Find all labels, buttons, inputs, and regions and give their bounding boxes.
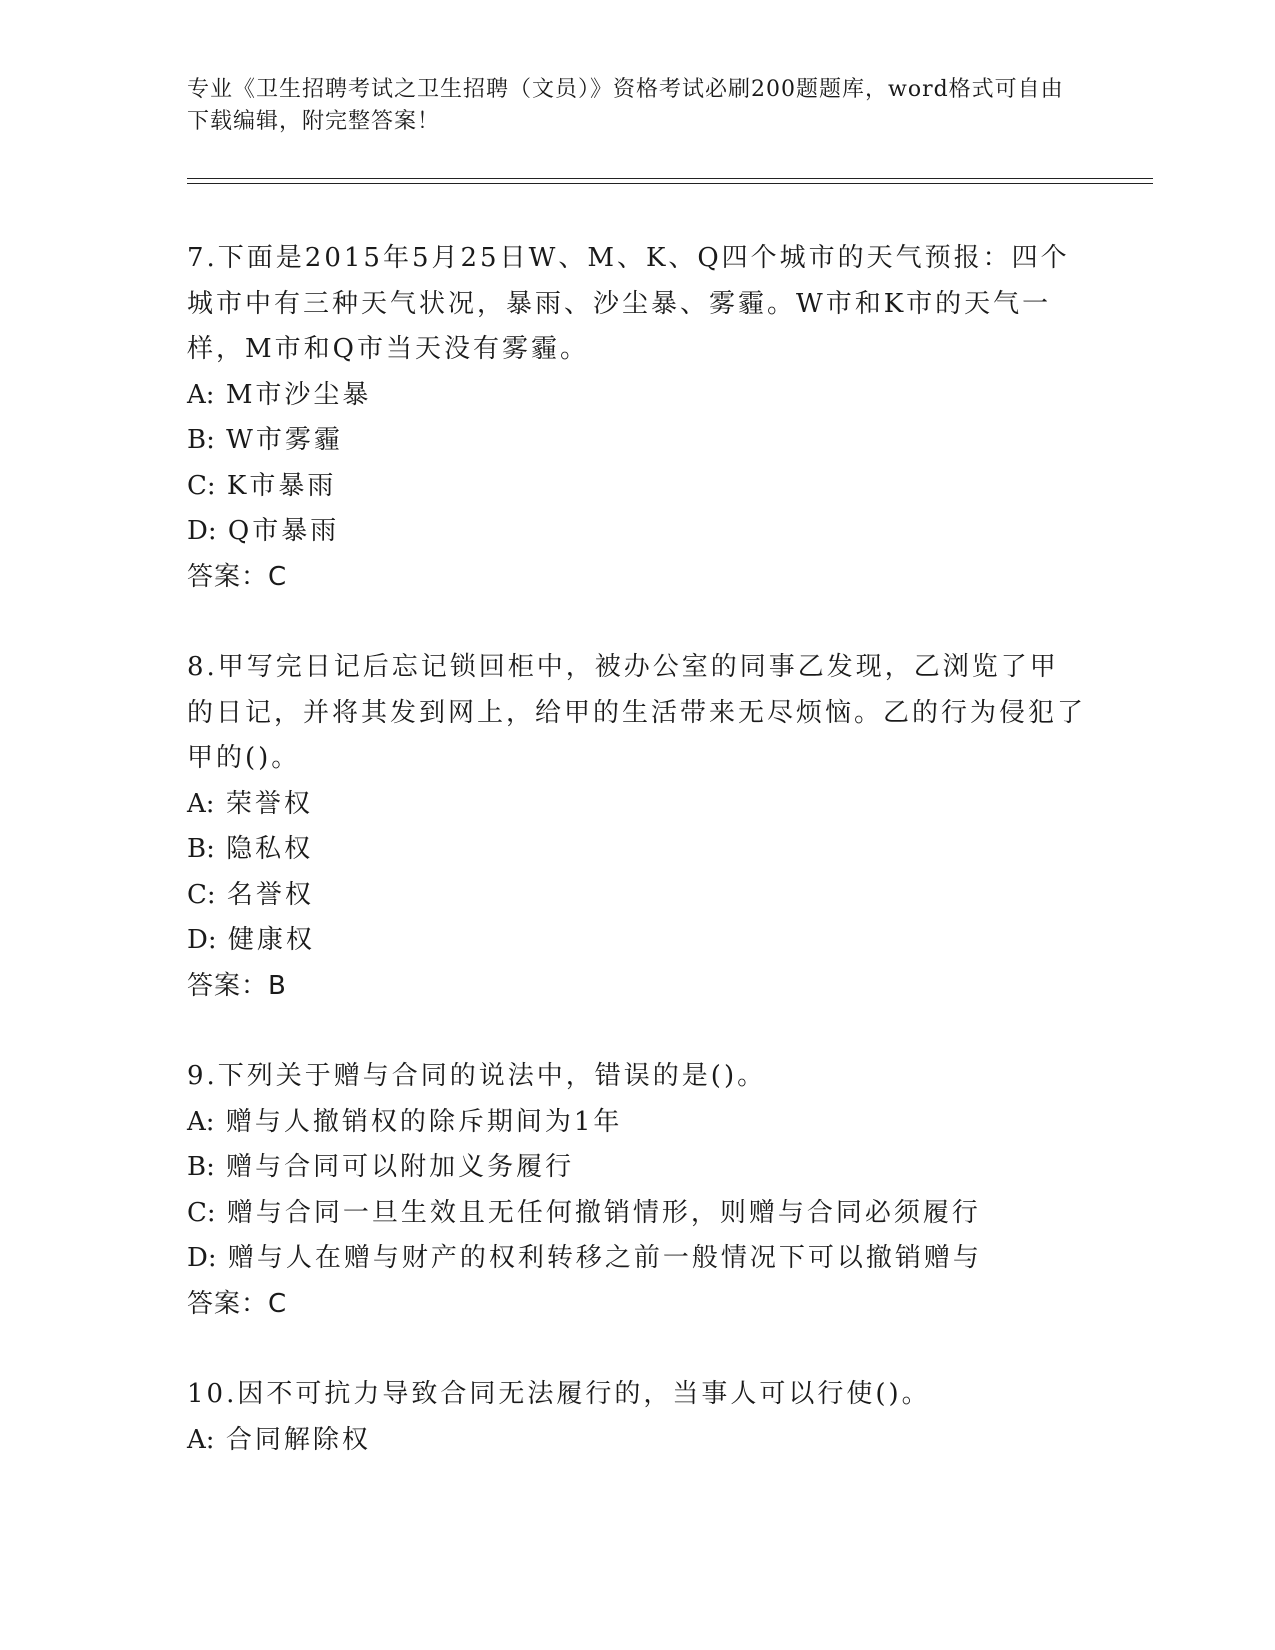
option-c bbox=[187, 1191, 1087, 1237]
question-8 bbox=[187, 645, 1087, 1009]
answer-line: 答案：B bbox=[187, 970, 287, 1001]
option-letter: B: bbox=[187, 834, 215, 864]
option-letter: C: bbox=[187, 879, 216, 910]
option-text: 名誉权 bbox=[226, 879, 314, 910]
option-c bbox=[187, 873, 1087, 919]
option-letter: A: bbox=[187, 1106, 215, 1137]
option-a bbox=[187, 373, 1087, 419]
option-b bbox=[187, 1145, 1087, 1191]
option-text: 赠与人在赠与财产的权利转移之前一般情况下可以撤销赠与 bbox=[227, 1243, 982, 1273]
option-c bbox=[187, 464, 1087, 510]
option-letter: D: bbox=[187, 925, 217, 955]
option-b bbox=[187, 418, 1087, 464]
option-a bbox=[187, 1100, 1087, 1146]
option-a bbox=[187, 1418, 1087, 1464]
header-title: 专业《卫生招聘考试之卫生招聘（文员）》资格考试必刷200题题库，word格式可自由下载编辑，附完整答案！ bbox=[187, 77, 1064, 134]
question-stem: 10.因不可抗力导致合同无法履行的，当事人可以行使()。 bbox=[187, 1379, 931, 1409]
question-7 bbox=[187, 236, 1087, 600]
question-list bbox=[187, 236, 1087, 1508]
option-letter: C: bbox=[187, 470, 216, 501]
option-text: M市沙尘暴 bbox=[225, 379, 372, 410]
option-text: 赠与合同一旦生效且无任何撤销情形，则赠与合同必须履行 bbox=[226, 1197, 981, 1228]
option-letter: B: bbox=[187, 425, 215, 455]
option-letter: A: bbox=[187, 788, 215, 819]
option-letter: D: bbox=[187, 516, 217, 546]
option-letter: A: bbox=[187, 379, 215, 410]
option-letter: C: bbox=[187, 1197, 216, 1228]
answer-line: 答案：C bbox=[187, 1288, 288, 1319]
option-text: Q市暴雨 bbox=[227, 516, 340, 546]
question-stem: 8.甲写完日记后忘记锁回柜中，被办公室的同事乙发现，乙浏览了甲的日记，并将其发到网上，给甲的生活带来无尽烦恼。乙的行为侵犯了甲的()。 bbox=[187, 652, 1087, 773]
question-stem: 7.下面是2015年5月25日W、M、K、Q四个城市的天气预报：四个城市中有三种天气状况，暴雨、沙尘暴、雾霾。W市和K市的天气一样，M市和Q市当天没有雾霾。 bbox=[187, 243, 1070, 364]
option-a bbox=[187, 782, 1087, 828]
option-letter: B: bbox=[187, 1152, 215, 1182]
option-text: 赠与人撤销权的除斥期间为1年 bbox=[225, 1106, 623, 1137]
header-divider-top bbox=[187, 178, 1153, 179]
question-10 bbox=[187, 1372, 1087, 1463]
option-letter: A: bbox=[187, 1424, 215, 1455]
question-9 bbox=[187, 1054, 1087, 1327]
option-text: 健康权 bbox=[227, 925, 315, 955]
option-text: 荣誉权 bbox=[225, 788, 313, 819]
option-text: 合同解除权 bbox=[225, 1424, 371, 1455]
option-text: W市雾霾 bbox=[226, 425, 343, 455]
option-d bbox=[187, 918, 1087, 964]
header-divider-bottom bbox=[187, 183, 1153, 184]
option-b bbox=[187, 827, 1087, 873]
option-letter: D: bbox=[187, 1243, 217, 1273]
option-d bbox=[187, 1236, 1087, 1282]
option-text: K市暴雨 bbox=[226, 470, 337, 501]
option-text: 隐私权 bbox=[226, 834, 314, 864]
answer-line: 答案：C bbox=[187, 561, 288, 592]
option-text: 赠与合同可以附加义务履行 bbox=[226, 1152, 575, 1182]
question-stem: 9.下列关于赠与合同的说法中，错误的是()。 bbox=[187, 1061, 767, 1091]
option-d bbox=[187, 509, 1087, 555]
document-header bbox=[187, 74, 1067, 138]
